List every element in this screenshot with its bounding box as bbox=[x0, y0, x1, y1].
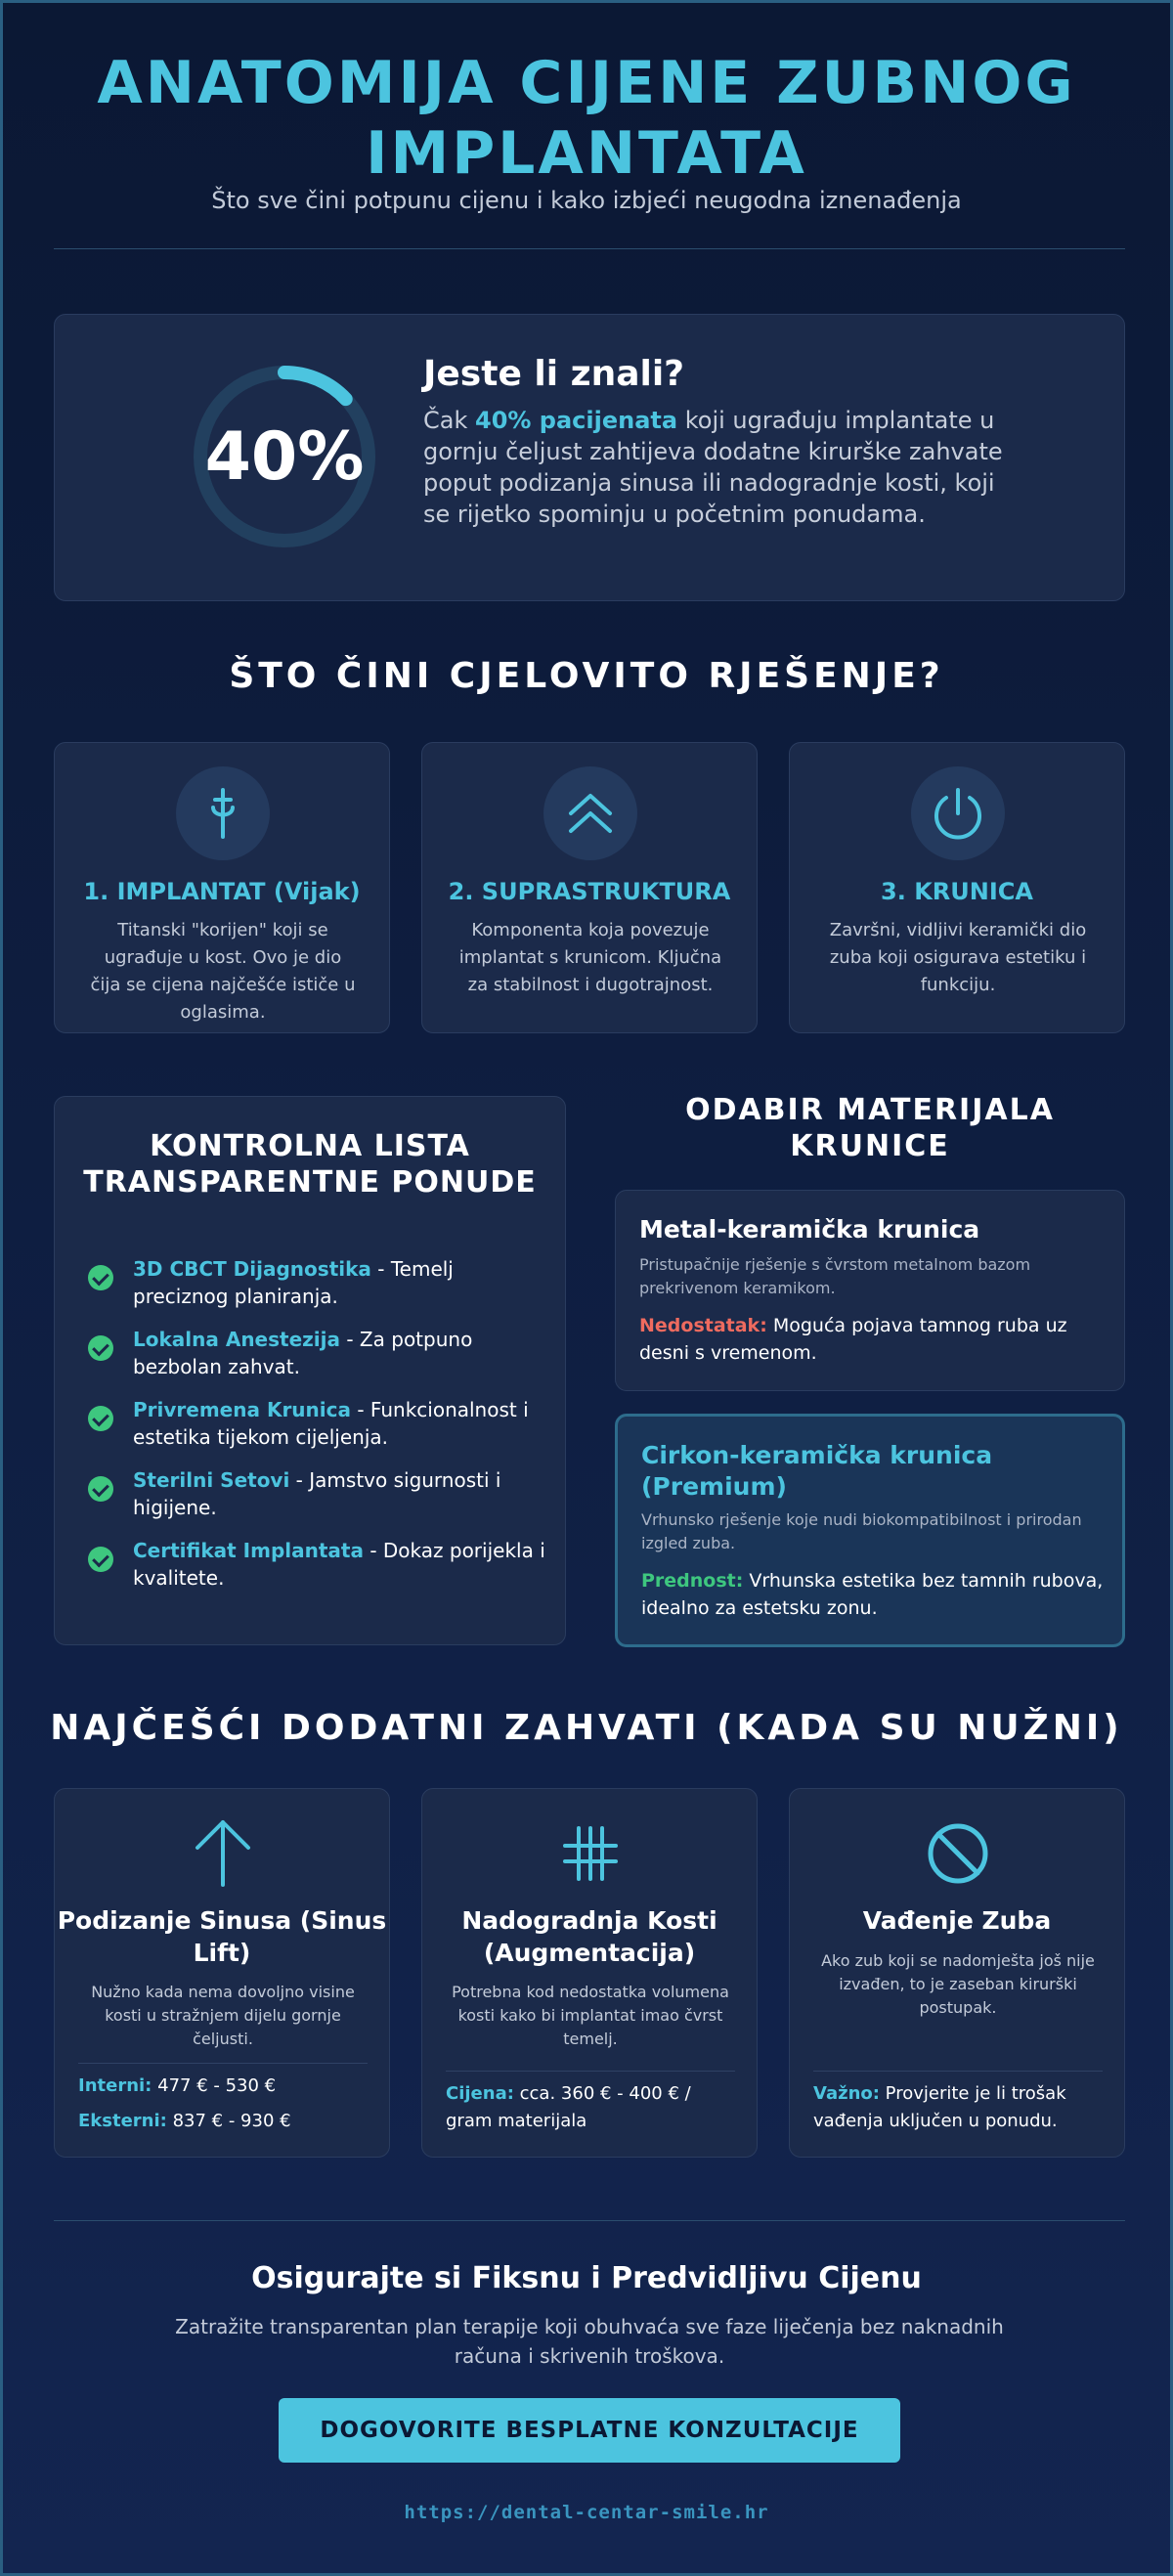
checklist-item-text: - Za potpuno bezbolan zahvat. bbox=[133, 1328, 473, 1378]
cta-title: Osigurajte si Fiksnu i Predvidljivu Cijenu bbox=[251, 2261, 922, 2295]
materials-heading: ODABIR MATERIJALA KRUNICE bbox=[685, 1093, 1055, 1163]
component-title: 3. KRUNICA bbox=[881, 878, 1033, 905]
page-title bbox=[3, 48, 1170, 189]
procedure-divider bbox=[78, 2063, 368, 2064]
material-note-label: Prednost: bbox=[641, 1570, 744, 1592]
stat-text-rest: koji ugrađuju implantate u gornju čeljust zahtijeva dodatne kirurške zahvate poput podizanja sinusa ili nadogradnje kosti, koji se rijetko spominju u početnim ponudama. bbox=[423, 407, 1003, 528]
check-icon bbox=[88, 1476, 113, 1502]
divider bbox=[54, 248, 1125, 249]
checklist-item-text: - Dokaz porijekla i kvalitete. bbox=[133, 1539, 545, 1590]
stat-card bbox=[54, 314, 1125, 601]
checklist-card bbox=[54, 1096, 566, 1645]
stat-highlight: 40% pacijenata bbox=[475, 407, 678, 434]
checklist-item bbox=[88, 1537, 547, 1607]
double-chevron-up-icon bbox=[543, 766, 637, 860]
material-note bbox=[641, 1567, 1110, 1622]
price-value: cca. 360 € - 400 € / gram materijala bbox=[446, 2083, 691, 2131]
component-text: Završni, vidljivi keramički dio zuba koji osigurava estetiku i funkciju. bbox=[829, 920, 1087, 995]
procedure-card-extraction bbox=[789, 1788, 1125, 2158]
title-line-1: ANATOMIJA CIJENE ZUBNOG bbox=[97, 49, 1076, 117]
component-text: Titanski "korijen" koji se ugrađuje u kost. Ovo je dio čija se cijena najčešće ističe u oglasima. bbox=[90, 920, 356, 1023]
arrow-up-icon bbox=[192, 1818, 254, 1889]
procedure-price bbox=[78, 2073, 371, 2100]
procedure-title: Vađenje Zuba bbox=[862, 1906, 1052, 1935]
component-title: 2. SUPRASTRUKTURA bbox=[448, 878, 731, 905]
procedure-price bbox=[446, 2080, 739, 2135]
checklist bbox=[88, 1255, 547, 1607]
material-card-metal-ceramic bbox=[615, 1190, 1125, 1391]
procedure-card-bone-graft bbox=[421, 1788, 758, 2158]
component-card-superstructure bbox=[421, 742, 758, 1033]
page-subtitle: Što sve čini potpunu cijenu i kako izbjeći neugodna iznenađenja bbox=[211, 187, 962, 214]
stat-text bbox=[423, 405, 1010, 530]
procedure-card-sinus-lift bbox=[54, 1788, 390, 2158]
prohibited-icon bbox=[927, 1818, 989, 1889]
check-icon bbox=[88, 1406, 113, 1431]
component-text: Komponenta koja povezuje implantat s krunicom. Ključna za stabilnost i dugotrajnost. bbox=[458, 920, 722, 995]
procedure-divider bbox=[446, 2071, 735, 2072]
component-card-crown bbox=[789, 742, 1125, 1033]
price-value: 837 € - 930 € bbox=[166, 2111, 291, 2131]
price-value: Provjerite je li trošak vađenja uključen u ponudu. bbox=[813, 2083, 1066, 2131]
check-icon bbox=[88, 1265, 113, 1290]
material-desc: Pristupačnije rješenje s čvrstom metalnom bazom prekrivenom keramikom. bbox=[639, 1255, 1031, 1297]
checklist-item-label: Lokalna Anestezija bbox=[133, 1328, 340, 1351]
checklist-item-label: Certifikat Implantata bbox=[133, 1539, 364, 1562]
price-label: Važno: bbox=[813, 2083, 880, 2104]
book-consultation-button[interactable]: DOGOVORITE BESPLATNE KONZULTACIJE bbox=[279, 2398, 900, 2463]
checklist-item-label: Sterilni Setovi bbox=[133, 1468, 290, 1492]
component-card-implant bbox=[54, 742, 390, 1033]
check-icon bbox=[88, 1335, 113, 1361]
procedure-text: Nužno kada nema dovoljno visine kosti u stražnjem dijelu gornje čeljusti. bbox=[91, 1983, 355, 2048]
procedures-heading: NAJČEŠĆI DODATNI ZAHVATI (KADA SU NUŽNI) bbox=[50, 1708, 1123, 1748]
implant-screw-icon bbox=[176, 766, 270, 860]
power-icon bbox=[911, 766, 1005, 860]
checklist-item bbox=[88, 1466, 547, 1537]
material-title: Cirkon-keramička krunica (Premium) bbox=[641, 1441, 993, 1501]
checklist-item-text: - Funkcionalnost i estetika tijekom cijeljenja. bbox=[133, 1398, 529, 1449]
procedure-text: Potrebna kod nedostatka volumena kosti kako bi implantat imao čvrst temelj. bbox=[452, 1983, 729, 2048]
checklist-item bbox=[88, 1255, 547, 1326]
divider bbox=[54, 2220, 1125, 2221]
procedure-price bbox=[813, 2080, 1107, 2135]
price-label: Eksterni: bbox=[78, 2111, 167, 2131]
checklist-item bbox=[88, 1396, 547, 1466]
checklist-item-label: Privremena Krunica bbox=[133, 1398, 351, 1421]
material-note-text: Vrhunska estetika bez tamnih rubova, idealno za estetsku zonu. bbox=[641, 1570, 1104, 1619]
stat-title: Jeste li znali? bbox=[423, 354, 685, 394]
checklist-item-label: 3D CBCT Dijagnostika bbox=[133, 1257, 371, 1281]
check-icon bbox=[88, 1547, 113, 1572]
website-link[interactable]: https://dental-centar-smile.hr bbox=[404, 2502, 769, 2523]
material-title: Metal-keramička krunica bbox=[639, 1215, 980, 1244]
stat-text-prefix: Čak bbox=[423, 407, 475, 434]
procedure-price bbox=[78, 2108, 371, 2135]
procedure-title: Nadogradnja Kosti (Augmentacija) bbox=[461, 1906, 717, 1967]
material-note-text: Moguća pojava tamnog ruba uz desni s vremenom. bbox=[639, 1315, 1067, 1364]
checklist-title: KONTROLNA LISTA TRANSPARENTNE PONUDE bbox=[83, 1129, 537, 1200]
procedure-divider bbox=[813, 2071, 1103, 2072]
procedure-title: Podizanje Sinusa (Sinus Lift) bbox=[57, 1906, 387, 1967]
material-note bbox=[639, 1312, 1108, 1367]
procedure-text: Ako zub koji se nadomješta još nije izvađen, to je zaseban kirurški postupak. bbox=[821, 1951, 1095, 2017]
title-line-2: IMPLANTATA bbox=[366, 119, 807, 188]
material-note-label: Nedostatak: bbox=[639, 1315, 767, 1336]
cta-text: Zatražite transparentan plan terapije koji obuhvaća sve faze liječenja bez naknadnih računa i skrivenih troškova. bbox=[175, 2315, 1004, 2368]
component-title: 1. IMPLANTAT (Vijak) bbox=[83, 878, 361, 905]
stat-value: 40% bbox=[204, 417, 365, 496]
price-value: 477 € - 530 € bbox=[152, 2075, 277, 2096]
price-label: Interni: bbox=[78, 2075, 152, 2096]
price-label: Cijena: bbox=[446, 2083, 514, 2104]
material-desc: Vrhunsko rješenje koje nudi biokompatibilnost i prirodan izgled zuba. bbox=[641, 1510, 1082, 1552]
bone-graft-icon bbox=[559, 1818, 622, 1889]
checklist-item-text: - Jamstvo sigurnosti i higijene. bbox=[133, 1468, 501, 1519]
material-card-zirconia bbox=[615, 1414, 1125, 1647]
components-heading: ŠTO ČINI CJELOVITO RJEŠENJE? bbox=[229, 656, 944, 696]
checklist-item bbox=[88, 1326, 547, 1396]
checklist-item-text: - Temelj preciznog planiranja. bbox=[133, 1257, 454, 1308]
